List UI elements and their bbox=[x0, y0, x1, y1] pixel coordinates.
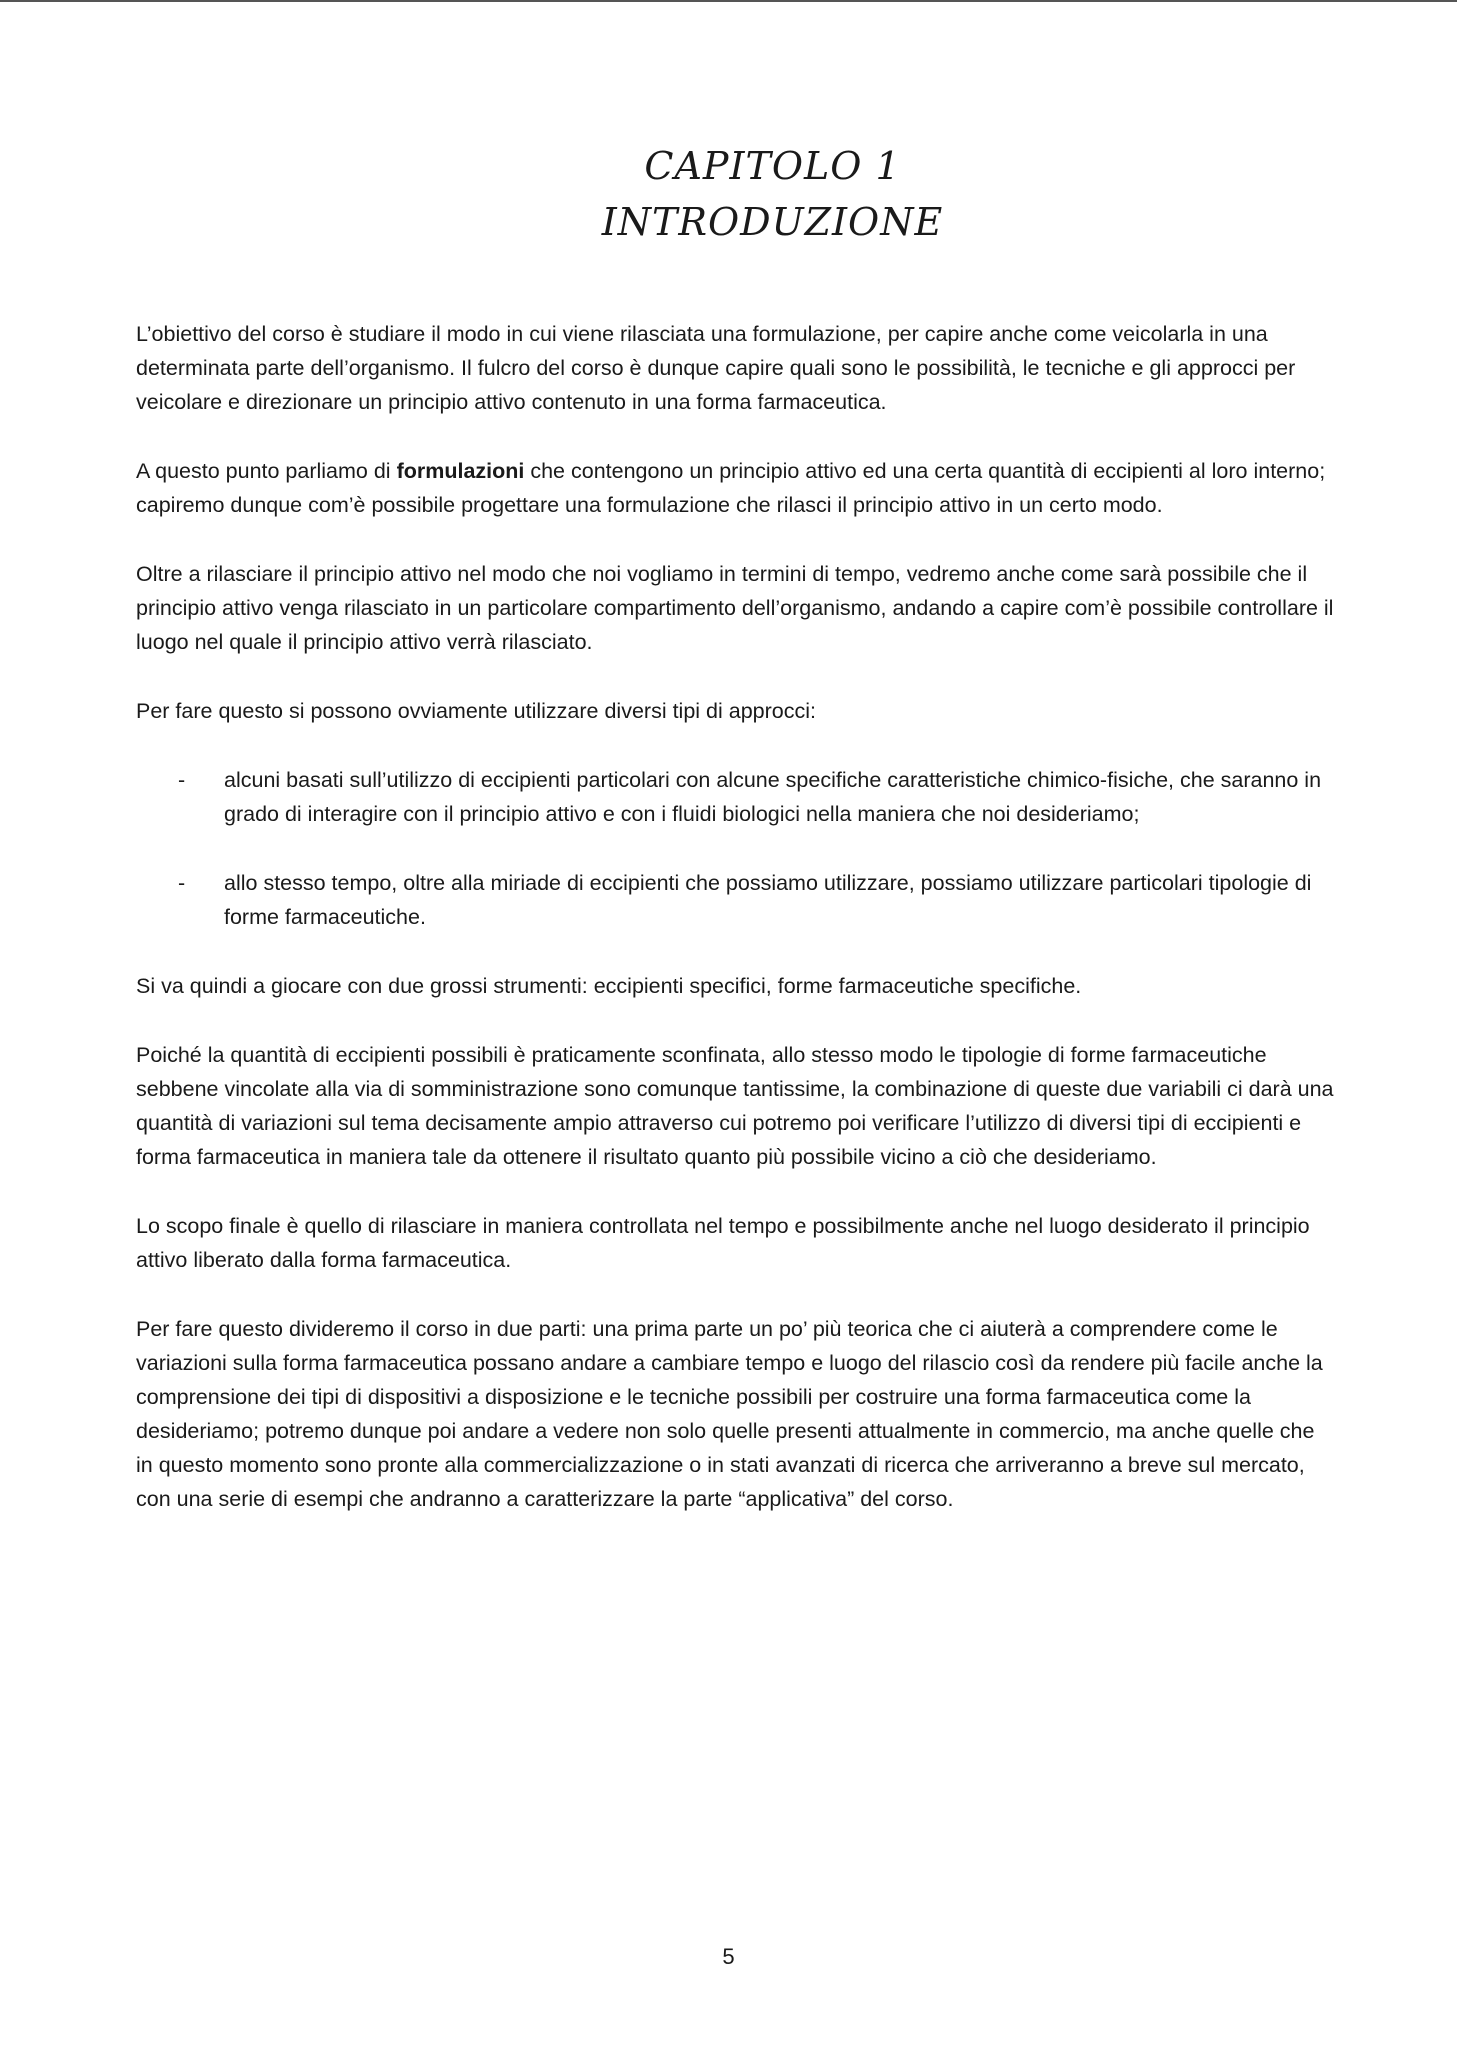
list-item bbox=[136, 763, 1336, 831]
paragraph-formulations-rest: che contengono un principio attivo ed una certa quantità di eccipienti al loro interno; capiremo dunque com’è possibile progettare una formulazione che rilasci il principio attivo in un certo modo. bbox=[136, 459, 1326, 517]
list-item bbox=[136, 866, 1336, 934]
list-item-text: allo stesso tempo, oltre alla miriade di eccipienti che possiamo utilizzare, possiamo utilizzare particolari tipologie di forme farmaceutiche. bbox=[224, 871, 1312, 929]
paragraph-release-site: Oltre a rilasciare il principio attivo nel modo che noi vogliamo in termini di tempo, vedremo anche come sarà possibile che il principio attivo venga rilasciato in un particolare compartimento dell’organismo, andando a capire com’è possibile controllare il luogo nel quale il principio attivo verrà rilasciato. bbox=[136, 562, 1334, 654]
approach-list bbox=[136, 763, 1336, 934]
paragraph-objective: L’obiettivo del corso è studiare il modo in cui viene rilasciata una formulazione, per capire anche come veicolarla in una determinata parte dell’organismo. Il fulcro del corso è dunque capire quali sono le possibilità, le tecniche e gli approcci per veicolare e direzionare un principio attivo contenuto in una forma farmaceutica. bbox=[136, 322, 1296, 414]
paragraph-formulations-lead: A questo punto parliamo di bbox=[136, 459, 397, 483]
page-number: 5 bbox=[722, 1944, 735, 1969]
top-border-line bbox=[0, 0, 1457, 2]
chapter-number: CAPITOLO 1 bbox=[644, 144, 901, 188]
list-bullet-dash: - bbox=[178, 768, 186, 792]
list-item-text: alcuni basati sull’utilizzo di eccipienti particolari con alcune specifiche caratteristiche chimico-fisiche, che saranno in grado di interagire con il principio attivo e con i fluidi biologici nella maniera che noi desideriamo; bbox=[224, 768, 1322, 826]
paragraph-formulations bbox=[136, 454, 1336, 522]
list-bullet-dash: - bbox=[178, 871, 186, 895]
paragraph-tools: Si va quindi a giocare con due grossi strumenti: eccipienti specifici, forme farmaceutiche specifiche. bbox=[136, 974, 1082, 998]
paragraph-approaches: Per fare questo si possono ovviamente utilizzare diversi tipi di approcci: bbox=[136, 699, 816, 723]
chapter-title: INTRODUZIONE bbox=[601, 200, 944, 244]
body-text bbox=[136, 317, 1336, 1551]
paragraph-combinations: Poiché la quantità di eccipienti possibili è praticamente sconfinata, allo stesso modo le tipologie di forme farmaceutiche sebbene vincolate alla via di somministrazione sono comunque tantissime, la combinazione di queste due variabili ci darà una quantità di variazioni sul tema decisamente ampio attraverso cui potremo poi verificare l’utilizzo di diversi tipi di eccipienti e forma farmaceutica in maniera tale da ottenere il risultato quanto più possibile vicino a ciò che desideriamo. bbox=[136, 1043, 1334, 1169]
chapter-heading bbox=[0, 138, 1457, 250]
paragraph-goal: Lo scopo finale è quello di rilasciare in maniera controllata nel tempo e possibilmente anche nel luogo desiderato il principio attivo liberato dalla forma farmaceutica. bbox=[136, 1214, 1310, 1272]
paragraph-course-structure: Per fare questo divideremo il corso in due parti: una prima parte un po’ più teorica che ci aiuterà a comprendere come le variazioni sulla forma farmaceutica possano andare a cambiare tempo e luogo del rilascio così da rendere più facile anche la comprensione dei tipi di dispositivi a disposizione e le tecniche possibili per costruire una forma farmaceutica come la desideriamo; potremo dunque poi andare a vedere non solo quelle presenti attualmente in commercio, ma anche quelle che in questo momento sono pronte alla commercializzazione o in stati avanzati di ricerca che arriveranno a breve sul mercato, con una serie di esempi che andranno a caratterizzare la parte “applicativa” del corso. bbox=[136, 1317, 1323, 1511]
keyword-formulazioni: formulazioni bbox=[396, 459, 525, 483]
